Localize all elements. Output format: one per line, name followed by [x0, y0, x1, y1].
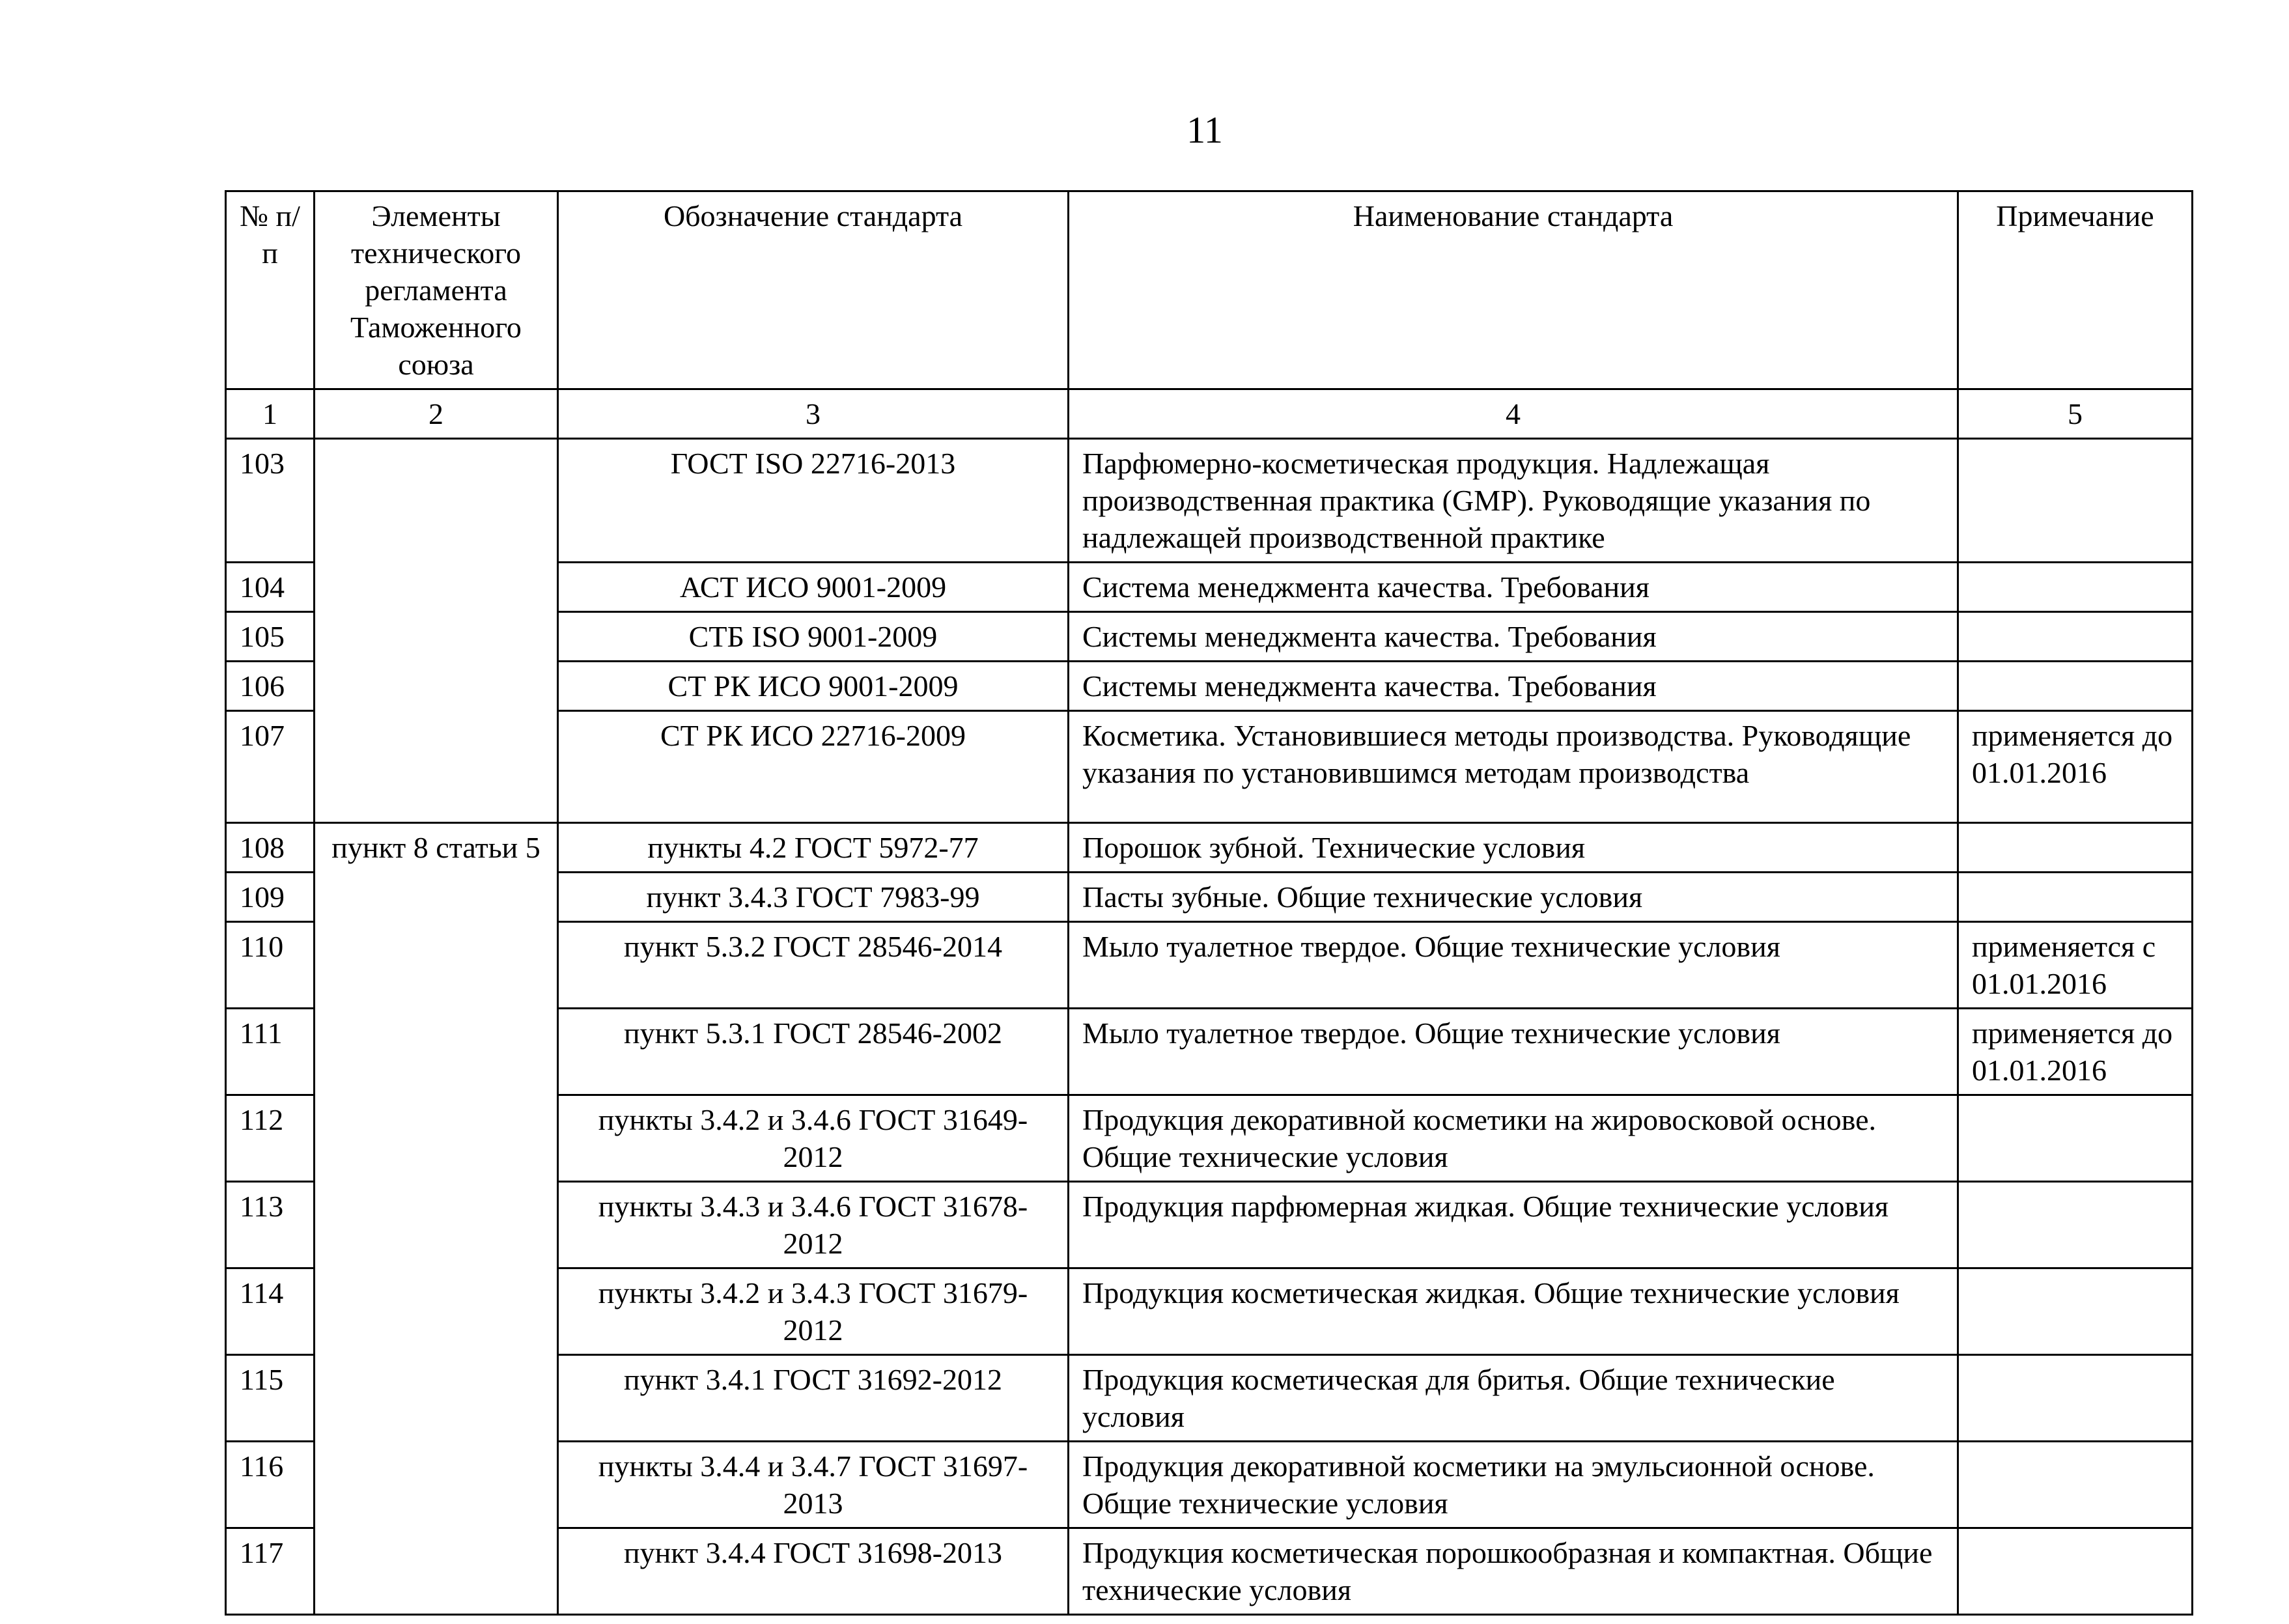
table-row — [226, 823, 2193, 873]
row-designation: пункты 3.4.2 и 3.4.3 ГОСТ 31679-2012 — [558, 1268, 1069, 1355]
row-note: применяется до 01.01.2016 — [1958, 711, 2193, 823]
header-designation: Обозначение стандарта — [558, 191, 1069, 389]
column-number: 2 — [315, 389, 558, 439]
row-standard-name: Пасты зубные. Общие технические условия — [1069, 873, 1958, 922]
row-num: 103 — [226, 439, 315, 563]
column-number: 4 — [1069, 389, 1958, 439]
row-note — [1958, 1528, 2193, 1615]
row-designation: пункт 3.4.3 ГОСТ 7983-99 — [558, 873, 1069, 922]
row-num: 106 — [226, 662, 315, 711]
row-num: 115 — [226, 1355, 315, 1442]
row-num: 111 — [226, 1009, 315, 1095]
row-standard-name: Продукция декоративной косметики на эмульсионной основе. Общие технические условия — [1069, 1442, 1958, 1528]
row-num: 117 — [226, 1528, 315, 1615]
row-num: 116 — [226, 1442, 315, 1528]
row-note — [1958, 1442, 2193, 1528]
page-number: 11 — [1187, 109, 1223, 151]
row-note — [1958, 1095, 2193, 1182]
row-note — [1958, 612, 2193, 662]
column-number-row — [226, 389, 2193, 439]
row-standard-name: Парфюмерно-косметическая продукция. Надлежащая производственная практика (GMP). Руководящие указания по надлежащей производственной практике — [1069, 439, 1958, 563]
row-num: 113 — [226, 1182, 315, 1268]
row-note — [1958, 873, 2193, 922]
row-designation: СТБ ISO 9001-2009 — [558, 612, 1069, 662]
row-num: 107 — [226, 711, 315, 823]
row-standard-name: Косметика. Установившиеся методы производства. Руководящие указания по установившимся методам производства — [1069, 711, 1958, 823]
row-note: применяется с 01.01.2016 — [1958, 922, 2193, 1009]
row-designation: пункты 4.2 ГОСТ 5972-77 — [558, 823, 1069, 873]
table-header-row — [226, 191, 2193, 389]
row-standard-name: Мыло туалетное твердое. Общие технические условия — [1069, 1009, 1958, 1095]
row-standard-name: Мыло туалетное твердое. Общие технические условия — [1069, 922, 1958, 1009]
row-note — [1958, 439, 2193, 563]
row-note — [1958, 662, 2193, 711]
row-num: 104 — [226, 563, 315, 612]
row-designation: пункты 3.4.2 и 3.4.6 ГОСТ 31649-2012 — [558, 1095, 1069, 1182]
row-designation: СТ РК ИСО 9001-2009 — [558, 662, 1069, 711]
row-num: 109 — [226, 873, 315, 922]
header-elements: Элементы технического регламента Таможенного союза — [315, 191, 558, 389]
row-elements-group-a — [315, 439, 558, 823]
table-row — [226, 439, 2193, 563]
row-note — [1958, 1268, 2193, 1355]
row-standard-name: Порошок зубной. Технические условия — [1069, 823, 1958, 873]
row-note — [1958, 823, 2193, 873]
row-num: 108 — [226, 823, 315, 873]
row-standard-name: Системы менеджмента качества. Требования — [1069, 662, 1958, 711]
row-designation: ГОСТ ISO 22716-2013 — [558, 439, 1069, 563]
row-designation: СТ РК ИСО 22716-2009 — [558, 711, 1069, 823]
column-number: 3 — [558, 389, 1069, 439]
row-designation: пункт 3.4.1 ГОСТ 31692-2012 — [558, 1355, 1069, 1442]
row-num: 112 — [226, 1095, 315, 1182]
row-standard-name: Продукция косметическая жидкая. Общие технические условия — [1069, 1268, 1958, 1355]
row-standard-name: Система менеджмента качества. Требования — [1069, 563, 1958, 612]
row-designation: пункт 3.4.4 ГОСТ 31698-2013 — [558, 1528, 1069, 1615]
row-designation: пункт 5.3.1 ГОСТ 28546-2002 — [558, 1009, 1069, 1095]
row-standard-name: Продукция косметическая для бритья. Общие технические условия — [1069, 1355, 1958, 1442]
row-designation: АСТ ИСО 9001-2009 — [558, 563, 1069, 612]
row-designation: пункты 3.4.4 и 3.4.7 ГОСТ 31697-2013 — [558, 1442, 1069, 1528]
row-designation: пункт 5.3.2 ГОСТ 28546-2014 — [558, 922, 1069, 1009]
standards-table — [225, 190, 2193, 1616]
row-num: 110 — [226, 922, 315, 1009]
row-standard-name: Продукция парфюмерная жидкая. Общие технические условия — [1069, 1182, 1958, 1268]
column-number: 1 — [226, 389, 315, 439]
row-standard-name: Продукция косметическая порошкообразная и компактная. Общие технические условия — [1069, 1528, 1958, 1615]
column-number: 5 — [1958, 389, 2193, 439]
header-name: Наименование стандарта — [1069, 191, 1958, 389]
row-standard-name: Системы менеджмента качества. Требования — [1069, 612, 1958, 662]
header-num: № п/п — [226, 191, 315, 389]
row-note: применяется до 01.01.2016 — [1958, 1009, 2193, 1095]
row-note — [1958, 563, 2193, 612]
row-note — [1958, 1355, 2193, 1442]
row-standard-name: Продукция декоративной косметики на жировосковой основе. Общие технические условия — [1069, 1095, 1958, 1182]
row-num: 105 — [226, 612, 315, 662]
row-num: 114 — [226, 1268, 315, 1355]
row-elements-group-b: пункт 8 статьи 5 — [315, 823, 558, 1615]
header-note: Примечание — [1958, 191, 2193, 389]
row-designation: пункты 3.4.3 и 3.4.6 ГОСТ 31678-2012 — [558, 1182, 1069, 1268]
row-note — [1958, 1182, 2193, 1268]
